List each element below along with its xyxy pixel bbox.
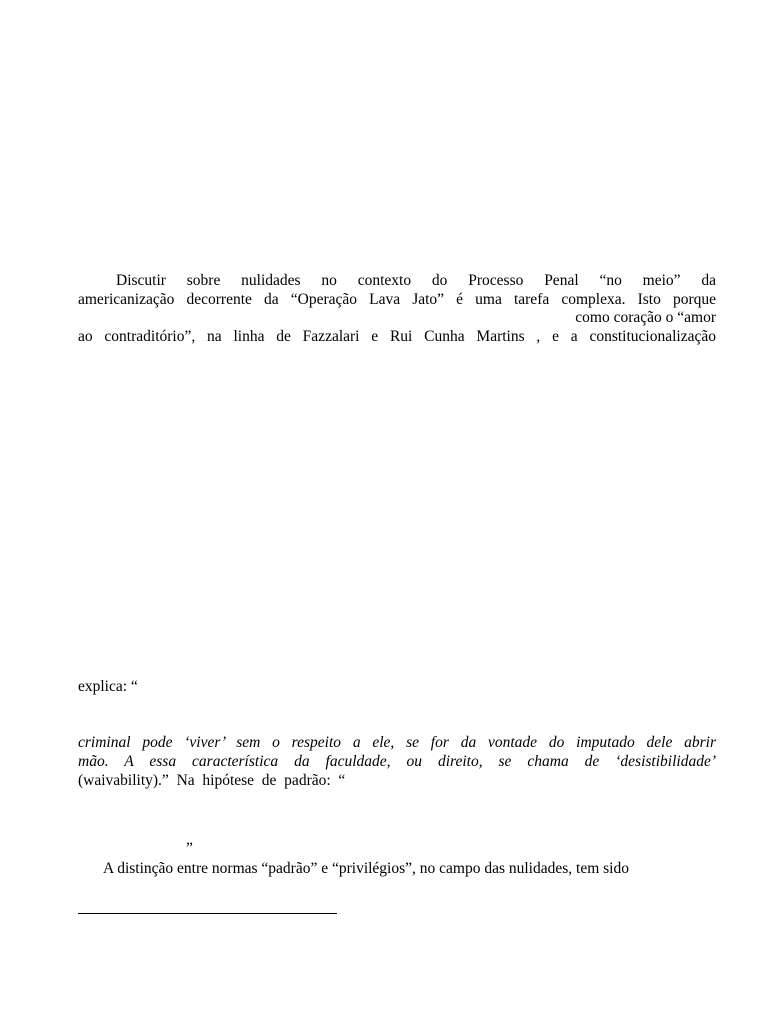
paragraph-line: Discutir sobre nulidades no contexto do Processo Penal “no meio” da [116,272,716,289]
paragraph-line: americanização decorrente da “Operação Lava Jato” é uma tarefa complexa. Isto porque [78,291,716,308]
text-fragment: explica: “ [78,678,138,695]
closing-quote: ” [186,840,193,857]
footnote-separator [78,913,337,914]
quote-line: mão. A essa característica da faculdade, ou direito, se chama de ‘desistibilidade’ [78,753,716,770]
paragraph-line: ao contraditório”, na linha de Fazzalari e Rui Cunha Martins , e a constitucionalização [78,328,716,345]
paragraph-line: como coração o “amor [575,309,716,326]
quote-paren-text: (waivability).” [78,772,169,789]
paragraph-line: A distinção entre normas “padrão” e “privilégios”, no campo das nulidades, tem sido [103,860,629,877]
quote-line: criminal pode ‘viver’ sem o respeito a ele, se for da vontade do imputado dele abrir [78,734,716,751]
quote-rest-text: Na hipótese de padrão: “ [168,772,346,789]
quote-line-end [78,772,478,790]
